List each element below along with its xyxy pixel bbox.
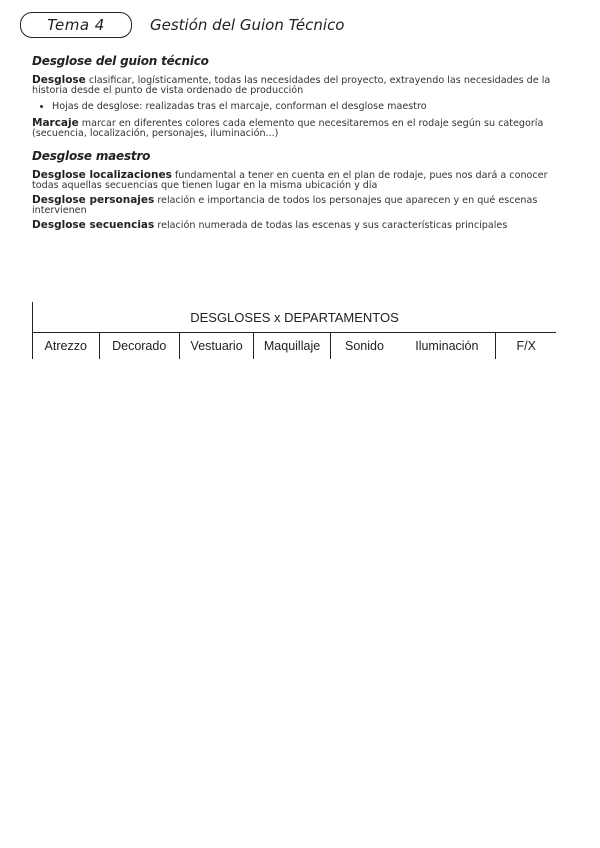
departments-table: [32, 302, 556, 359]
bullet-list: [32, 101, 572, 112]
departments-title: DESGLOSES x DEPARTAMENTOS: [32, 302, 556, 333]
page-header: [20, 12, 345, 38]
paragraph-personajes: [32, 196, 572, 215]
paragraph-localizaciones: [32, 171, 572, 190]
dept-cell-decorado: Decorado: [99, 333, 179, 359]
definition-personajes: relación e importancia de todos los personajes que aparecen y en qué escenas intervienen: [32, 195, 538, 216]
dept-cell-sonido: Sonido: [330, 333, 398, 359]
departments-row: [32, 333, 556, 359]
dept-cell-vestuario: Vestuario: [179, 333, 253, 359]
dept-cell-iluminacion: Iluminación: [415, 339, 479, 353]
term-localizaciones: Desglose localizaciones: [32, 169, 172, 181]
dept-cell-atrezzo: Atrezzo: [32, 333, 99, 359]
paragraph-desglose: [32, 76, 572, 95]
paragraph-marcaje: [32, 119, 572, 138]
definition-localizaciones: fundamental a tener en cuenta en el plan de rodaje, pues nos dará a conocer todas aquellas secuencias que tienen lugar en la misma ubicación y día: [32, 170, 548, 191]
dept-cell-maquillaje: Maquillaje: [253, 333, 329, 359]
section-title-desglose-guion: Desglose del guion técnico: [32, 54, 209, 68]
term-secuencias: Desglose secuencias: [32, 219, 155, 231]
definition-secuencias: relación numerada de todas las escenas y sus características principales: [154, 220, 508, 231]
definition-desglose: clasificar, logísticamente, todas las necesidades del proyecto, extrayendo las necesidades de la historia desde el punto de vista ordenado de producción: [32, 75, 551, 96]
bullet-hojas-desglose: • Hojas de desglose: realizadas tras el marcaje, conforman el desglose maestro: [52, 101, 572, 112]
topic-badge: Tema 4: [20, 12, 132, 38]
notes-content: [32, 52, 572, 237]
term-personajes: Desglose personajes: [32, 194, 155, 206]
section-title-desglose-maestro: Desglose maestro: [32, 149, 151, 163]
definition-marcaje: marcar en diferentes colores cada elemento que necesitaremos en el rodaje según su categoría (secuencia, localización, personajes, iluminación...): [32, 118, 544, 139]
paragraph-secuencias: [32, 221, 572, 231]
dept-cell-fx: F/X: [495, 333, 556, 359]
page-title: Gestión del Guion Técnico: [150, 16, 345, 34]
term-marcaje: Marcaje: [32, 117, 79, 129]
term-desglose: Desglose: [32, 74, 86, 86]
